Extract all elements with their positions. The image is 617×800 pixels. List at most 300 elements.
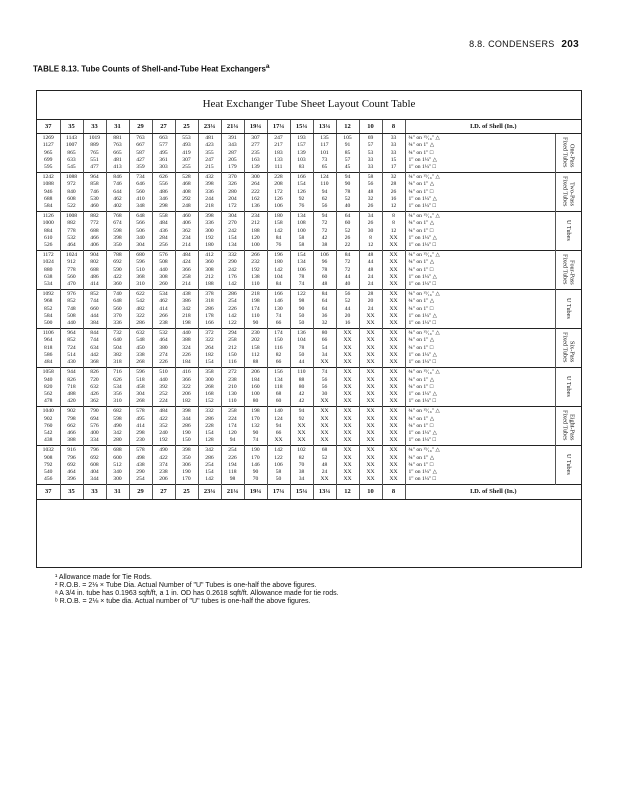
cell-value: 720 (90, 376, 99, 383)
cell-value: 266 (251, 252, 260, 259)
cell-value: 142 (274, 266, 283, 273)
cell-value: 632 (136, 330, 145, 337)
cell-value: 512 (113, 461, 122, 468)
tube-count-cell (37, 290, 60, 329)
tube-count-cell (313, 290, 336, 329)
cell-value: 342 (113, 429, 122, 436)
tube-count-cell (106, 212, 129, 251)
cell-value: 110 (297, 369, 306, 376)
cell-value: 52 (344, 298, 351, 305)
tube-count-cell (313, 368, 336, 407)
tube-count-cell (221, 329, 244, 368)
cell-value: 802 (90, 259, 99, 266)
cell-value: 944 (67, 369, 76, 376)
tube-count-cell (83, 329, 106, 368)
cell-value: 644 (113, 188, 122, 195)
cell-value: 268 (205, 383, 214, 390)
cell-value: 44 (344, 305, 351, 312)
cell-value: 117 (320, 142, 329, 149)
cell-value: 128 (205, 437, 214, 444)
cell-value: XX (343, 376, 352, 383)
cell-value: 168 (205, 390, 214, 397)
cell-value: 180 (274, 213, 283, 220)
tube-count-cell (359, 251, 382, 290)
cell-value: 132 (251, 422, 260, 429)
tube-count-cell (244, 329, 267, 368)
cell-value: 166 (274, 291, 283, 298)
cell-value: 62 (321, 195, 328, 202)
cell-value: 598 (113, 415, 122, 422)
cell-value: 344 (90, 476, 99, 483)
cell-value: 94 (298, 408, 305, 415)
cell-value: XX (343, 369, 352, 376)
cell-value: 412 (205, 252, 214, 259)
cell-value: 1" on 1¼" △ (408, 195, 437, 202)
cell-value: 24 (367, 281, 374, 288)
cell-value: 244 (205, 195, 214, 202)
cell-value: 632 (90, 383, 99, 390)
cell-value: 322 (182, 383, 191, 390)
cell-value: 484 (44, 359, 53, 366)
cell-value: 38 (321, 242, 328, 249)
tube-count-cell (152, 173, 175, 212)
cell-value: XX (366, 429, 375, 436)
column-header: 17¼ (267, 120, 290, 134)
cell-value: 26 (367, 220, 374, 227)
cell-value: 134 (297, 259, 306, 266)
cell-value: 307 (251, 135, 260, 142)
tube-count-cell (221, 446, 244, 485)
cell-value: ¾" on ¹⁵⁄₁₆" △ (408, 135, 440, 142)
cell-value: 133 (274, 156, 283, 163)
cell-value: 440 (67, 320, 76, 327)
column-header: 29 (129, 485, 152, 499)
cell-value: 740 (113, 291, 122, 298)
cell-value: XX (297, 437, 306, 444)
cell-value: 228 (205, 422, 214, 429)
cell-value: XX (320, 415, 329, 422)
table-caption: TABLE 8.13. Tube Counts of Shell-and-Tube Heat Exchangers$^a$ (33, 63, 270, 74)
cell-value: 64 (344, 213, 351, 220)
cell-value: 68 (275, 390, 282, 397)
cell-value: 130 (228, 390, 237, 397)
tube-count-cell (267, 173, 290, 212)
cell-value: 788 (113, 252, 122, 259)
cell-value: 105 (343, 135, 352, 142)
cell-value: 584 (44, 312, 53, 319)
cell-value: 908 (44, 454, 53, 461)
cell-value: XX (366, 398, 375, 405)
cell-value: 254 (228, 447, 237, 454)
cell-value: 192 (251, 266, 260, 273)
tube-count-cell (382, 329, 405, 368)
cell-value: 85 (344, 149, 351, 156)
tube-count-cell (198, 407, 221, 446)
tube-count-cell (198, 290, 221, 329)
cell-value: 106 (320, 252, 329, 259)
cell-value: 1" on 1¼" □ (408, 437, 437, 444)
cell-value: 495 (136, 415, 145, 422)
cell-value: 154 (297, 252, 306, 259)
tube-count-cell (382, 446, 405, 485)
cell-value: 44 (298, 359, 305, 366)
cell-value: 608 (90, 461, 99, 468)
cell-value: 142 (228, 281, 237, 288)
cell-value: 73 (321, 156, 328, 163)
tube-count-cell (244, 290, 267, 329)
cell-value: 356 (113, 390, 122, 397)
cell-value: 146 (251, 461, 260, 468)
cell-value: 214 (182, 242, 191, 249)
cell-value: 72 (344, 259, 351, 266)
cell-value: 226 (228, 454, 237, 461)
cell-value: 495 (159, 149, 168, 156)
cell-value: 916 (67, 447, 76, 454)
tube-count-cell (221, 134, 244, 173)
cell-value: 226 (159, 359, 168, 366)
cell-value: 1126 (42, 213, 54, 220)
cell-value: 596 (136, 259, 145, 266)
cell-value: 247 (205, 156, 214, 163)
cell-value: ¾" on ¹⁵⁄₁₆" △ (408, 291, 440, 298)
cell-value: 488 (67, 390, 76, 397)
cell-value: XX (366, 422, 375, 429)
cell-value: 196 (274, 252, 283, 259)
cell-value: 74 (298, 281, 305, 288)
cell-value: 304 (136, 390, 145, 397)
cell-value: ¾" on ¹⁵⁄₁₆" △ (408, 213, 440, 220)
cell-value: 34 (298, 476, 305, 483)
cell-value: 80 (252, 398, 259, 405)
cell-value: XX (389, 398, 398, 405)
cell-value: 610 (44, 234, 53, 241)
cell-value: 420 (67, 398, 76, 405)
cell-value: ¾" on 1" □ (408, 305, 434, 312)
cell-value: 840 (67, 188, 76, 195)
cell-value: 680 (136, 252, 145, 259)
cell-value: 763 (113, 142, 122, 149)
cell-value: 17 (390, 164, 397, 171)
pass-label-cell (555, 368, 581, 407)
cell-value: XX (389, 252, 398, 259)
cell-value: 83 (298, 164, 305, 171)
cell-value: 156 (274, 369, 283, 376)
cell-value: 264 (251, 181, 260, 188)
cell-value: 732 (113, 330, 122, 337)
tube-count-cell (290, 368, 313, 407)
tube-count-cell (37, 446, 60, 485)
tube-type-label: Fixed Tubes (561, 176, 569, 207)
cell-value: 118 (228, 468, 237, 475)
cell-value: 56 (344, 291, 351, 298)
cell-value: 266 (159, 312, 168, 319)
cell-value: 1" on 1¼" □ (408, 281, 437, 288)
tube-count-cell (244, 368, 267, 407)
tube-count-table-frame (36, 90, 582, 568)
cell-value: 256 (159, 242, 168, 249)
cell-value: XX (389, 259, 398, 266)
tube-count-cell (221, 212, 244, 251)
column-header: 10 (359, 120, 382, 134)
cell-value: 1172 (42, 252, 54, 259)
cell-value: 508 (159, 259, 168, 266)
cell-value: 350 (182, 454, 191, 461)
tube-count-cell (267, 212, 290, 251)
cell-value: 734 (136, 174, 145, 181)
cell-value: 30 (367, 227, 374, 234)
cell-value: 322 (205, 337, 214, 344)
cell-value: 532 (159, 330, 168, 337)
cell-value: 506 (136, 227, 145, 234)
column-header: 15¼ (290, 485, 313, 499)
cell-value: 526 (44, 242, 53, 249)
tube-count-cell (267, 329, 290, 368)
cell-value: 310 (136, 281, 145, 288)
cell-value: XX (366, 447, 375, 454)
tube-count-cell (129, 368, 152, 407)
cell-value: 548 (136, 337, 145, 344)
layout-group (37, 173, 581, 212)
cell-value: 1" on 1¼" □ (408, 242, 437, 249)
cell-value: 90 (252, 320, 259, 327)
column-header: 17¼ (267, 485, 290, 499)
cell-value: 1000 (42, 220, 54, 227)
cell-value: 82 (275, 351, 282, 358)
cell-value: 416 (182, 369, 191, 376)
column-header: 12 (336, 485, 359, 499)
cell-value: 1" on 1¼" △ (408, 351, 437, 358)
cell-value: 106 (274, 203, 283, 210)
column-header: 23¼ (198, 485, 221, 499)
cell-value: XX (389, 461, 398, 468)
tube-count-cell (129, 134, 152, 173)
cell-value: 206 (182, 390, 191, 397)
tube-count-cell (83, 134, 106, 173)
cell-value: 534 (113, 383, 122, 390)
cell-value: 542 (44, 429, 53, 436)
cell-value: 326 (228, 181, 237, 188)
cell-value: XX (389, 415, 398, 422)
cell-value: 324 (182, 344, 191, 351)
cell-value: XX (389, 429, 398, 436)
cell-value: XX (320, 398, 329, 405)
tube-count-cell (37, 251, 60, 290)
footnote: ᵃ A 3/4 in. tube has 0.1963 sqft/ft, a 1 in. OD has 0.2618 sqft/ft. Allowance made for tie rods. (55, 590, 339, 597)
column-header: 35 (60, 485, 83, 499)
cell-value: 350 (113, 242, 122, 249)
cell-value: 116 (274, 344, 283, 351)
cell-value: XX (389, 298, 398, 305)
cell-value: 150 (228, 351, 237, 358)
cell-value: 674 (113, 220, 122, 227)
cell-value: 304 (228, 213, 237, 220)
cell-value: 174 (251, 305, 260, 312)
cell-value: XX (389, 390, 398, 397)
cell-value: 157 (297, 142, 306, 149)
cell-value: ¾" on 1" □ (408, 227, 434, 234)
tube-count-cell (382, 212, 405, 251)
tube-count-cell (37, 173, 60, 212)
cell-value: 184 (251, 376, 260, 383)
cell-value: XX (343, 383, 352, 390)
cell-value: XX (343, 476, 352, 483)
cell-value: 438 (44, 437, 53, 444)
cell-value: 490 (159, 447, 168, 454)
table-title: Heat Exchanger Tube Sheet Layout Count Table (202, 98, 416, 110)
cell-value: 1" on 1¼" □ (408, 359, 437, 366)
tube-count-cell (175, 407, 198, 446)
cell-value: 466 (90, 234, 99, 241)
cell-value: 748 (67, 305, 76, 312)
cell-value: 790 (90, 408, 99, 415)
cell-value: 15 (390, 156, 397, 163)
cell-value: 477 (90, 164, 99, 171)
tube-count-cell (106, 446, 129, 485)
cell-value: 484 (182, 252, 191, 259)
cell-value: XX (389, 320, 398, 327)
cell-value: 60 (321, 273, 328, 280)
tube-count-cell (382, 251, 405, 290)
cell-value: 238 (159, 320, 168, 327)
cell-value: 290 (228, 259, 237, 266)
cell-value: 724 (67, 344, 76, 351)
tube-count-cell (106, 173, 129, 212)
cell-value: 172 (274, 188, 283, 195)
cell-value: 545 (67, 164, 76, 171)
cell-value: 912 (67, 259, 76, 266)
cell-value: 152 (205, 398, 214, 405)
cell-value: 482 (136, 305, 145, 312)
layout-group (37, 134, 581, 173)
cell-value: 1269 (42, 135, 54, 142)
cell-value: 26 (344, 234, 351, 241)
tube-count-cell (198, 446, 221, 485)
cell-value: 460 (90, 203, 99, 210)
cell-value: 442 (90, 351, 99, 358)
cell-value: 78 (321, 266, 328, 273)
cell-value: 52 (344, 227, 351, 234)
cell-value: 1092 (42, 291, 54, 298)
cell-value: 744 (90, 337, 99, 344)
cell-value: 940 (44, 376, 53, 383)
cell-value: 648 (136, 213, 145, 220)
cell-value: 110 (228, 398, 237, 405)
cell-value: 24 (367, 305, 374, 312)
cell-value: 54 (321, 344, 328, 351)
cell-value: 48 (367, 188, 374, 195)
cell-value: 1143 (66, 135, 77, 142)
cell-value: 665 (113, 149, 122, 156)
tube-count-cell (175, 212, 198, 251)
cell-value: 372 (205, 330, 214, 337)
tube-type-label: Fixed Tubes (561, 332, 569, 363)
cell-value: 135 (320, 135, 329, 142)
cell-value: 1088 (65, 174, 78, 181)
cell-value: 8 (392, 213, 395, 220)
cell-value: 218 (251, 291, 260, 298)
cell-value: 215 (205, 164, 214, 171)
tube-count-cell (290, 251, 313, 290)
cell-value: ¾" on 1" △ (408, 142, 435, 149)
cell-value: 80 (298, 383, 305, 390)
cell-value: 234 (182, 234, 191, 241)
cell-value: 484 (159, 220, 168, 227)
cell-value: 778 (67, 266, 76, 273)
cell-value: XX (389, 273, 398, 280)
cell-value: 534 (44, 281, 53, 288)
cell-value: 178 (205, 312, 214, 319)
cell-value: 844 (90, 330, 99, 337)
cell-value: 366 (182, 266, 191, 273)
tube-count-cell (37, 368, 60, 407)
tube-count-cell (244, 446, 267, 485)
tube-count-cell (152, 407, 175, 446)
cell-value: 210 (228, 383, 237, 390)
cell-value: 94 (229, 437, 236, 444)
cell-value: 70 (252, 476, 259, 483)
cell-value: XX (366, 330, 375, 337)
tube-count-cell (313, 329, 336, 368)
cell-value: 124 (274, 415, 283, 422)
cell-value: 72 (321, 220, 328, 227)
cell-value: 204 (228, 195, 237, 202)
cell-value: 56 (321, 383, 328, 390)
cell-value: 166 (297, 174, 306, 181)
cell-value: 106 (274, 461, 283, 468)
cell-value: 217 (274, 142, 283, 149)
tube-count-cell (83, 446, 106, 485)
cell-value: 587 (136, 149, 145, 156)
cell-value: 33 (367, 156, 374, 163)
cell-value: 359 (136, 164, 145, 171)
tube-count-cell (129, 212, 152, 251)
cell-value: 230 (136, 437, 145, 444)
cell-value: 456 (44, 476, 53, 483)
cell-value: 42 (321, 234, 328, 241)
cell-value: 158 (251, 344, 260, 351)
cell-value: 126 (297, 188, 306, 195)
cell-value: 464 (67, 242, 76, 249)
cell-value: 292 (182, 195, 191, 202)
cell-value: 26 (390, 188, 397, 195)
cell-value: 462 (159, 298, 168, 305)
cell-value: XX (389, 369, 398, 376)
cell-value: 174 (228, 422, 237, 429)
cell-value: 382 (113, 351, 122, 358)
tube-count-cell (83, 173, 106, 212)
cell-value: 1" on 1¼" △ (408, 234, 437, 241)
cell-value: 22 (344, 242, 351, 249)
cell-value: 444 (90, 312, 99, 319)
cell-value: 124 (320, 174, 329, 181)
cell-value: XX (343, 468, 352, 475)
cell-value: 190 (182, 468, 191, 475)
tube-count-cell (313, 446, 336, 485)
cell-value: 556 (159, 181, 168, 188)
cell-value: 30 (321, 390, 328, 397)
tube-count-cell (313, 251, 336, 290)
column-header: 35 (60, 120, 83, 134)
cell-value: 206 (159, 476, 168, 483)
cell-value: 92 (298, 415, 305, 422)
cell-value: 598 (113, 227, 122, 234)
tube-count-cell (152, 290, 175, 329)
cell-value: 304 (136, 242, 145, 249)
tube-count-cell (359, 407, 382, 446)
cell-value: 1" on 1¼" □ (408, 398, 437, 405)
cell-value: ¾" on 1" □ (408, 422, 434, 429)
footnote: ¹ Allowance made for Tie Rods. (55, 574, 152, 581)
